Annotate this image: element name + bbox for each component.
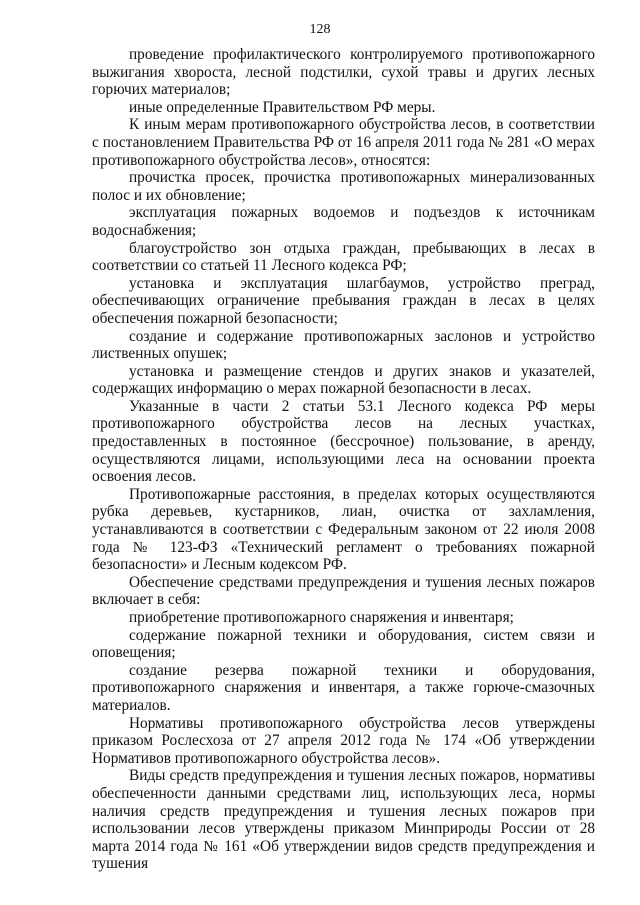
page-number: 128 [309, 22, 331, 37]
paragraph: Виды средств предупреждения и тушения лесных пожаров, нормативы обеспеченности данными средствами лиц, использующих леса, нормы наличия средств предупреждения и тушения лесных пожаров при использовании лесов утверждены приказом Минприроды России от 28 марта 2014 года № 161 «Об утверждении видов средств предупреждения и тушения [92, 767, 595, 873]
paragraph: создание и содержание противопожарных заслонов и устройство лиственных опушек; [92, 327, 595, 363]
paragraph: прочистка просек, прочистка противопожарных минерализованных полос и их обновление; [92, 169, 595, 204]
document-body [92, 46, 595, 873]
paragraph: Обеспечение средствами предупреждения и тушения лесных пожаров включает в себя: [92, 573, 595, 609]
paragraph: приобретение противопожарного снаряжения и инвентаря; [129, 609, 514, 626]
paragraph: эксплуатация пожарных водоемов и подъездов к источникам водоснабжения; [92, 204, 595, 239]
paragraph: благоустройство зон отдыха граждан, пребывающих в лесах в соответствии со статьей 11 Лесного кодекса РФ; [92, 239, 595, 275]
paragraph: проведение профилактического контролируемого противопожарного выжигания хвороста, лесной подстилки, сухой травы и других лесных горючих материалов; [92, 46, 595, 99]
paragraph: Противопожарные расстояния, в пределах которых осуществляются рубка деревьев, кустарников, лиан, очистка от захламления, устанавливаются в соответствии с Федеральным законом от 22 июля 2008 года № 123-ФЗ «Технический регламент о требованиях пожарной безопасности» и Лесным кодексом РФ. [92, 485, 595, 574]
paragraph: установка и эксплуатация шлагбаумов, устройство преград, обеспечивающих ограничение пребывания граждан в лесах в целях обеспечения пожарной безопасности; [92, 274, 595, 327]
paragraph: иные определенные Правительством РФ меры. [129, 98, 436, 116]
paragraph: создание резерва пожарной техники и оборудования, противопожарного снаряжения и инвентаря, а также горюче-смазочных материалов. [92, 661, 595, 714]
paragraph: содержание пожарной техники и оборудования, систем связи и оповещения; [92, 626, 595, 662]
paragraph: Нормативы противопожарного обустройства лесов утверждены приказом Рослесхоза от 27 апреля 2012 года № 174 «Об утверждении Нормативов противопожарного обустройства лесов». [92, 714, 595, 767]
paragraph: К иным мерам противопожарного обустройства лесов, в соответствии с постановлением Правительства РФ от 16 апреля 2011 года № 281 «О мерах противопожарного обустройства лесов», относятся: [92, 116, 595, 169]
paragraph: установка и размещение стендов и других знаков и указателей, содержащих информацию о мерах пожарной безопасности в лесах. [92, 362, 595, 398]
paragraph: Указанные в части 2 статьи 53.1 Лесного кодекса РФ меры противопожарного обустройства лесов на лесных участках, предоставленных в постоянное (бессрочное) пользование, в аренду, осуществляются лицами, использующими леса на основании проекта освоения лесов. [92, 397, 595, 486]
